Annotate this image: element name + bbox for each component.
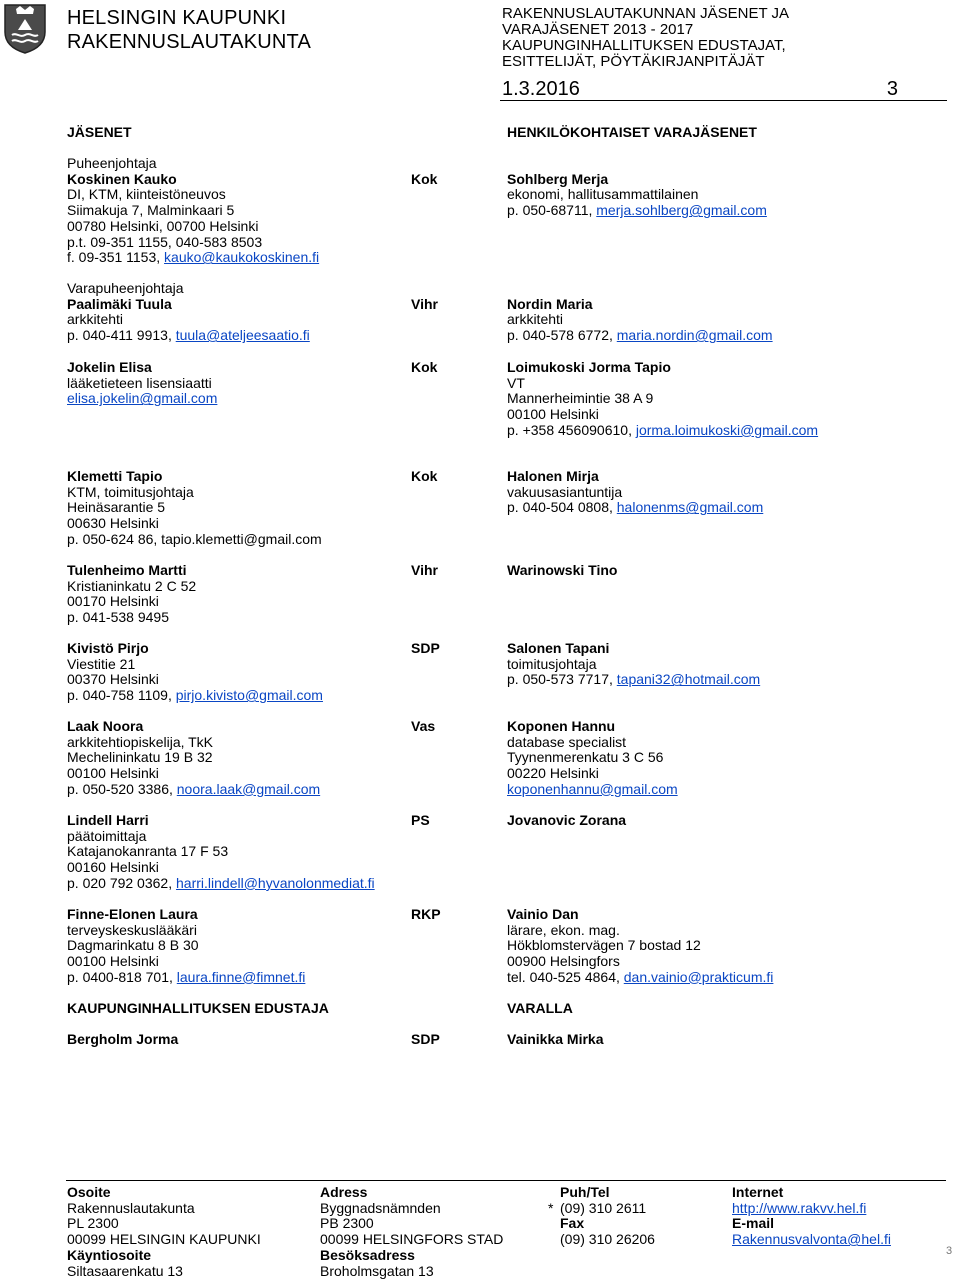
deputy-detail: [507, 422, 818, 438]
member-detail: 00370 Helsinki: [67, 671, 159, 688]
contact-text: p. 020 792 0362,: [67, 874, 176, 891]
member-name: Jokelin Elisa: [67, 359, 152, 375]
deputy-detail: Hökblomstervägen 7 bostad 12: [507, 937, 701, 954]
member-name: Klemetti Tapio: [67, 468, 163, 484]
footer-address: Käyntiosoite: [67, 1246, 152, 1263]
party-label: SDP: [411, 1031, 440, 1047]
contact-link[interactable]: maria.nordin@gmail.com: [616, 327, 773, 344]
member-detail: lääketieteen lisensiaatti: [67, 374, 212, 391]
member-detail: 00630 Helsinki: [67, 515, 159, 532]
member-detail: [67, 875, 375, 891]
edge-page-mark: 3: [946, 1245, 953, 1257]
contact-text: p. 040-411 9913,: [67, 327, 176, 344]
footer-address-sv: Besöksadress: [320, 1246, 415, 1263]
document-title-line: VARAJÄSENET 2013 - 2017: [502, 21, 694, 38]
member-detail: päätoimittaja: [67, 827, 147, 844]
deputy-detail: toimitusjohtaja: [507, 655, 597, 672]
member-detail: p. 041-538 9495: [67, 609, 169, 626]
contact-link[interactable]: jorma.loimukoski@gmail.com: [635, 421, 819, 438]
footer-phone: (09) 310 2611: [560, 1199, 647, 1216]
deputy-detail: [507, 327, 773, 343]
deputy-detail: 00220 Helsinki: [507, 765, 599, 782]
contact-link[interactable]: noora.laak@gmail.com: [176, 780, 321, 797]
member-detail: Puheenjohtaja: [67, 155, 157, 171]
member-name: KAUPUNGINHALLITUKSEN EDUSTAJA: [67, 1000, 329, 1016]
member-name: Kivistö Pirjo: [67, 640, 149, 656]
member-detail: p.t. 09-351 1155, 040-583 8503: [67, 233, 263, 250]
contact-link[interactable]: dan.vainio@prakticum.fi: [623, 968, 774, 985]
footer-address-sv: 00099 HELSINGFORS STAD: [320, 1231, 504, 1248]
member-detail: Varapuheenjohtaja: [67, 280, 184, 296]
party-label: SDP: [411, 640, 440, 656]
footer-internet: E-mail: [732, 1215, 775, 1232]
party-label: Kok: [411, 359, 438, 375]
footer-address: PL 2300: [67, 1215, 119, 1232]
document-date: 1.3.2016: [502, 78, 580, 100]
document-title-line: KAUPUNGINHALLITUKSEN EDUSTAJAT,: [502, 37, 786, 54]
contact-text: p. 040-504 0808,: [507, 499, 617, 516]
member-detail: KTM, toimitusjohtaja: [67, 483, 194, 500]
deputy-name: Halonen Mirja: [507, 468, 599, 484]
contact-text: p. 040-758 1109,: [67, 687, 176, 704]
member-name: Bergholm Jorma: [67, 1031, 179, 1047]
member-detail: DI, KTM, kiinteistöneuvos: [67, 186, 226, 203]
footer-address-sv: PB 2300: [320, 1215, 374, 1232]
deputy-detail: [507, 671, 760, 687]
member-detail: Kristianinkatu 2 C 52: [67, 577, 197, 594]
member-detail: p. 050-624 86, tapio.klemetti@gmail.com: [67, 530, 322, 547]
deputy-name: Warinowski Tino: [507, 562, 618, 578]
page-number: 3: [886, 78, 898, 100]
contact-text: f. 09-351 1153,: [67, 249, 165, 266]
organization-name-line1: HELSINGIN KAUPUNKI: [67, 7, 287, 29]
deputy-detail: [507, 781, 678, 797]
member-detail: terveyskeskuslääkäri: [67, 921, 197, 938]
deputy-name: Loimukoski Jorma Tapio: [507, 359, 671, 375]
member-detail: [67, 327, 310, 343]
deputy-name: VARALLA: [507, 1000, 573, 1016]
contact-text: p. +358 456090610,: [507, 421, 636, 438]
date-row: [502, 78, 898, 100]
member-detail: Koskinen Kauko: [67, 170, 177, 187]
member-detail: Mechelininkatu 19 B 32: [67, 749, 213, 766]
member-detail: [67, 969, 305, 985]
document-title: [502, 6, 789, 70]
member-detail: arkkitehtiopiskelija, TkK: [67, 733, 214, 750]
party-label: RKP: [411, 906, 441, 922]
footer-phone: Puh/Tel: [560, 1184, 610, 1200]
footer-address: Siltasaarenkatu 13: [67, 1262, 183, 1279]
member-name: Lindell Harri: [67, 812, 149, 828]
member-detail: 00160 Helsinki: [67, 859, 159, 876]
member-detail: Dagmarinkatu 8 B 30: [67, 937, 199, 954]
member-name: Finne-Elonen Laura: [67, 906, 198, 922]
footer-address-sv: Byggnadsnämnden: [320, 1199, 441, 1216]
footer-address-sv: Broholmsgatan 13: [320, 1262, 434, 1279]
deputy-detail: [507, 202, 767, 218]
party-label: Vas: [411, 718, 436, 734]
contact-link[interactable]: tuula@ateljeesaatio.fi: [175, 327, 310, 344]
header-divider: [500, 100, 947, 101]
contact-text: p. 040-578 6772,: [507, 327, 617, 344]
deputy-name: Salonen Tapani: [507, 640, 610, 656]
contact-link[interactable]: tapani32@hotmail.com: [616, 671, 761, 688]
contact-link[interactable]: kauko@kaukokoskinen.fi: [164, 249, 320, 266]
member-name: Tulenheimo Martti: [67, 562, 187, 578]
footer-internet[interactable]: http://www.rakvv.hel.fi: [732, 1199, 867, 1216]
deputy-detail: arkkitehti: [507, 311, 564, 328]
document-title-line: RAKENNUSLAUTAKUNNAN JÄSENET JA: [502, 5, 790, 22]
deputy-name: Sohlberg Merja: [507, 170, 609, 187]
footer-internet: Internet: [732, 1184, 784, 1200]
document-title-line: ESITTELIJÄT, PÖYTÄKIRJANPITÄJÄT: [502, 53, 765, 70]
deputy-detail: 00900 Helsingfors: [507, 953, 620, 970]
member-detail: Katajanokanranta 17 F 53: [67, 843, 229, 860]
party-label: PS: [411, 812, 430, 828]
contact-link[interactable]: pirjo.kivisto@gmail.com: [175, 687, 323, 704]
deputy-detail: [507, 499, 763, 515]
organization-name-line2: RAKENNUSLAUTAKUNTA: [67, 31, 312, 53]
contact-text: p. 050-573 7717,: [507, 671, 617, 688]
phone-star-icon: *: [548, 1199, 554, 1216]
member-detail: Siimakuja 7, Malminkaari 5: [67, 202, 235, 219]
deputy-name: Vainio Dan: [507, 906, 579, 922]
member-detail: 00100 Helsinki: [67, 765, 159, 782]
footer-address: Rakennuslautakunta: [67, 1199, 195, 1216]
member-detail: [67, 390, 217, 406]
footer-address: 00099 HELSINGIN KAUPUNKI: [67, 1231, 261, 1248]
contact-link[interactable]: laura.finne@fimnet.fi: [176, 968, 306, 985]
deputy-detail: VT: [507, 374, 525, 391]
contact-text: p. 0400-818 701,: [67, 968, 177, 985]
deputy-detail: Mannerheimintie 38 A 9: [507, 390, 654, 407]
deputy-name: Jovanovic Zorana: [507, 812, 627, 828]
party-label: Vihr: [411, 562, 438, 578]
members-heading: JÄSENET: [67, 124, 132, 140]
member-detail: 00170 Helsinki: [67, 593, 159, 610]
contact-link[interactable]: halonenms@gmail.com: [616, 499, 764, 516]
deputy-detail: 00100 Helsinki: [507, 406, 599, 423]
deputy-name: Koponen Hannu: [507, 718, 616, 734]
contact-link[interactable]: merja.sohlberg@gmail.com: [596, 202, 767, 219]
footer-address: Osoite: [67, 1184, 111, 1200]
member-detail: Paalimäki Tuula: [67, 295, 172, 312]
contact-text: p. 050-68711,: [507, 202, 597, 219]
party-label: Kok: [411, 468, 438, 484]
contact-link[interactable]: koponenhannu@gmail.com: [507, 780, 678, 797]
party-label: Vihr: [411, 295, 438, 312]
deputy-detail: Tyynenmerenkatu 3 C 56: [507, 749, 664, 766]
contact-link[interactable]: harri.lindell@hyvanolonmediat.fi: [176, 874, 375, 891]
member-name: Laak Noora: [67, 718, 144, 734]
footer-divider: [66, 1180, 946, 1181]
organization-name: [67, 6, 311, 54]
deputy-detail: ekonomi, hallitusammattilainen: [507, 186, 699, 203]
member-detail: 00780 Helsinki, 00700 Helsinki: [67, 217, 259, 234]
member-detail: [67, 249, 319, 265]
member-detail: [67, 687, 323, 703]
helsinki-crest-logo: [2, 2, 48, 54]
footer-phone: Fax: [560, 1215, 585, 1232]
deputy-name: Nordin Maria: [507, 295, 593, 312]
party-label: Kok: [411, 170, 438, 187]
deputy-detail: database specialist: [507, 733, 627, 750]
deputy-name: Vainikka Mirka: [507, 1031, 604, 1047]
contact-text: tel. 040-525 4864,: [507, 968, 624, 985]
member-detail: arkkitehti: [67, 311, 124, 328]
member-detail: [67, 781, 320, 797]
deputy-detail: lärare, ekon. mag.: [507, 921, 620, 938]
member-detail: Heinäsarantie 5: [67, 499, 166, 516]
member-detail: Viestitie 21: [67, 655, 136, 672]
footer-internet[interactable]: Rakennusvalvonta@hel.fi: [732, 1231, 891, 1248]
contact-text: p. 050-520 3386,: [67, 780, 177, 797]
deputy-detail: vakuusasiantuntija: [507, 483, 623, 500]
contact-link[interactable]: elisa.jokelin@gmail.com: [67, 390, 218, 407]
deputy-detail: [507, 969, 773, 985]
member-detail: 00100 Helsinki: [67, 953, 159, 970]
deputies-heading: HENKILÖKOHTAISET VARAJÄSENET: [507, 124, 757, 140]
footer-phone: (09) 310 26206: [560, 1231, 655, 1248]
footer-address-sv: Adress: [320, 1184, 368, 1200]
